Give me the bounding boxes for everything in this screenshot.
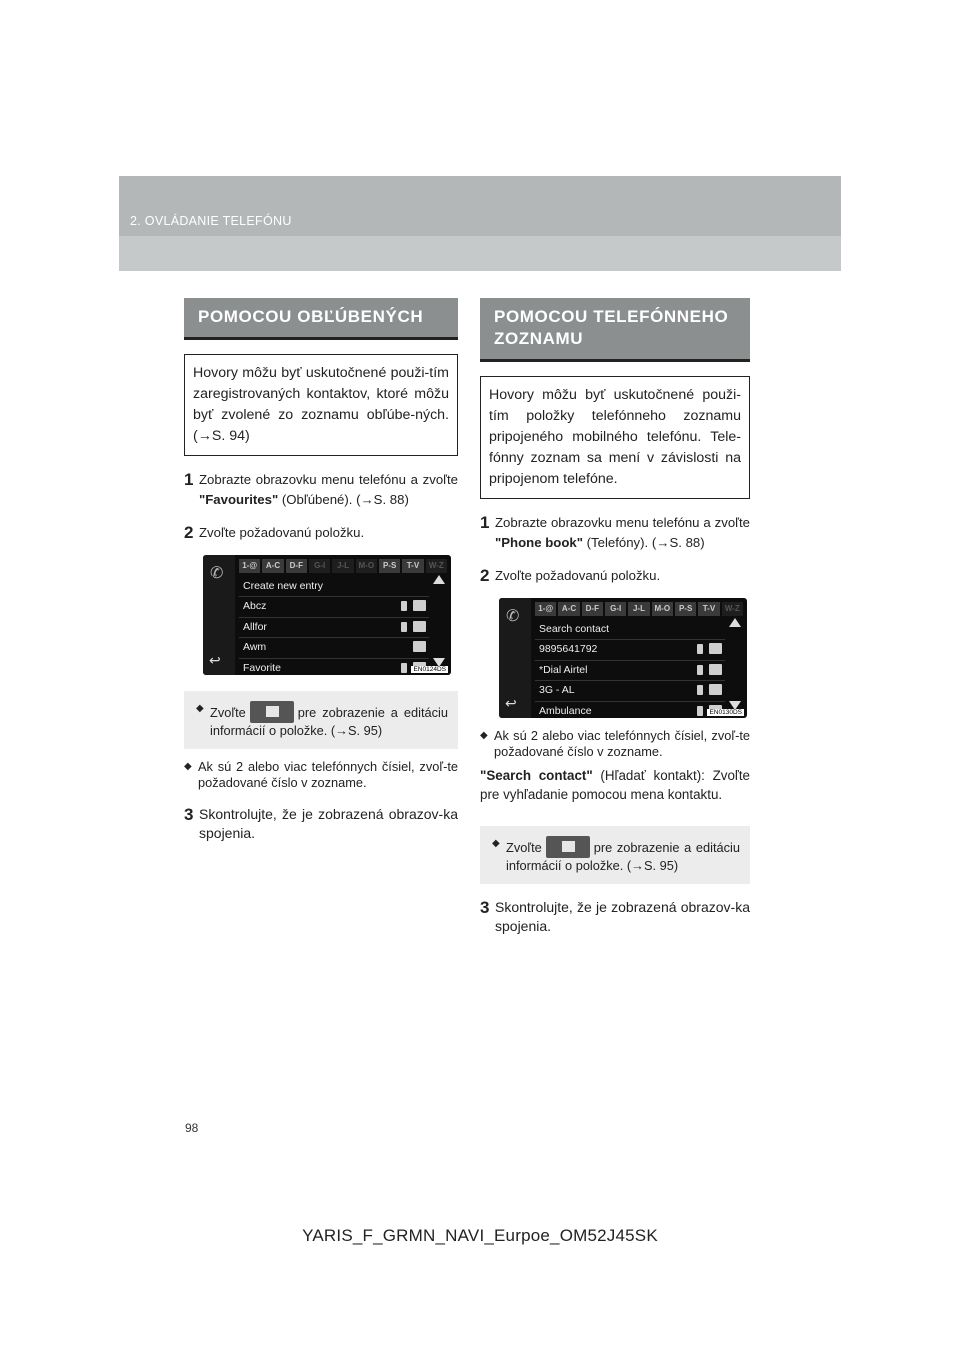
step-text: Zobrazte obrazovku menu telefónu a zvoľte "Favourites" (Obľúbené). (→S. 88) — [199, 472, 458, 507]
multiple-numbers-bullet: ◆ Ak sú 2 alebo viac telefónnych čísiel, zvoľ-te požadované číslo v zozname. — [480, 727, 750, 759]
tab-t-v: T-V — [402, 559, 423, 573]
step-1 — [184, 470, 458, 509]
page-number: 98 — [185, 1121, 199, 1135]
step-3 — [184, 805, 458, 844]
tab-g-i: G-I — [605, 602, 626, 616]
contact-list — [239, 577, 429, 675]
bullet-icon: ◆ — [492, 837, 500, 849]
step-2 — [184, 523, 458, 543]
tab-a-c: A-C — [558, 602, 579, 616]
tab-w-z: W-Z — [722, 602, 743, 616]
alphabet-tabs — [535, 602, 743, 616]
edit-icon — [413, 641, 426, 652]
step-number: 3 — [184, 804, 194, 824]
note-bullet: ◆ Zvoľte pre zobrazenie a editáciu informácií o položke. (→S. 95) — [492, 837, 740, 873]
section-rule — [480, 359, 750, 362]
step-text: Skontrolujte, že je zobrazená obrazov-ka spojenia. — [199, 805, 458, 841]
list-item: 3G - AL — [535, 681, 725, 702]
tab-t-v: T-V — [698, 602, 719, 616]
note-box — [480, 826, 750, 884]
favourites-screenshot — [203, 555, 451, 675]
tab-j-l: J-L — [628, 602, 649, 616]
contact-list — [535, 620, 725, 718]
tab-p-s: P-S — [675, 602, 696, 616]
phone-type-icon — [697, 665, 703, 675]
edit-icon — [413, 621, 426, 632]
document-footer: YARIS_F_GRMN_NAVI_Eurpoe_OM52J45SK — [302, 1226, 658, 1245]
bullet-icon: ◆ — [184, 760, 192, 772]
step-number: 2 — [480, 566, 490, 585]
tab-m-o: M-O — [356, 559, 377, 573]
intro-box: Hovory môžu byť uskutočnené použi-tím zaregistrovaných kontaktov, ktoré môžu byť zvolené zo zoznamu obľúbe-ných. (→S. 94) — [184, 354, 458, 456]
step-number: 3 — [480, 897, 490, 917]
step-number: 1 — [184, 470, 194, 489]
bullet-icon: ◆ — [480, 729, 488, 741]
edit-icon — [709, 664, 722, 675]
tab-1-at: 1-@ — [535, 602, 556, 616]
scroll-up-icon — [729, 618, 741, 627]
step-3 — [480, 898, 750, 937]
scroll-up-icon — [433, 575, 445, 584]
phone-type-icon — [697, 685, 703, 695]
tab-d-f: D-F — [286, 559, 307, 573]
page-header — [119, 176, 841, 271]
list-item: Ambulance — [535, 702, 725, 718]
section-title: POMOCOU TELEFÓNNEHO ZOZNAMU — [480, 298, 750, 359]
favourites-column — [184, 298, 458, 844]
step-1 — [480, 513, 750, 552]
phone-type-icon — [401, 622, 407, 632]
alphabet-tabs — [239, 559, 447, 573]
image-code: EN0124DS — [413, 665, 446, 673]
step-text: Zvoľte požadovanú položku. — [199, 525, 365, 540]
bullet-icon: ◆ — [196, 702, 204, 714]
list-item: Abcz — [239, 597, 429, 618]
tab-w-z: W-Z — [426, 559, 447, 573]
phone-type-icon — [401, 663, 407, 673]
tab-a-c: A-C — [262, 559, 283, 573]
multiple-numbers-bullet: ◆ Ak sú 2 alebo viac telefónnych čísiel, zvoľ-te požadované číslo v zozname. — [184, 758, 458, 790]
edit-icon — [413, 600, 426, 611]
phone-icon: ✆ — [506, 607, 520, 625]
edit-icon — [546, 836, 590, 858]
tab-g-i: G-I — [309, 559, 330, 573]
step-text: Skontrolujte, že je zobrazená obrazov-ka spojenia. — [495, 898, 750, 934]
tab-d-f: D-F — [582, 602, 603, 616]
step-number: 2 — [184, 523, 194, 542]
edit-icon — [250, 701, 294, 723]
tab-m-o: M-O — [652, 602, 673, 616]
step-number: 1 — [480, 513, 490, 532]
chapter-title: 2. OVLÁDANIE TELEFÓNU — [130, 214, 292, 228]
tab-p-s: P-S — [379, 559, 400, 573]
back-icon: ↩ — [505, 694, 517, 711]
edit-icon — [709, 684, 722, 695]
note-bullet: ◆ Zvoľte pre zobrazenie a editáciu informácií o položke. (→S. 95) — [196, 702, 448, 738]
step-text: Zobrazte obrazovku menu telefónu a zvoľte "Phone book" (Telefóny). (→S. 88) — [495, 515, 750, 550]
list-item: Search contact — [535, 620, 725, 641]
list-item: Create new entry — [239, 577, 429, 598]
image-code: EN0130DS — [709, 708, 742, 716]
tab-j-l: J-L — [332, 559, 353, 573]
section-rule — [184, 337, 458, 340]
phone-icon: ✆ — [210, 564, 224, 582]
phone-type-icon — [401, 601, 407, 611]
section-title: POMOCOU OBĽÚBENÝCH — [184, 298, 458, 337]
back-icon: ↩ — [209, 651, 221, 668]
step-text: Zvoľte požadovanú položku. — [495, 568, 661, 583]
phone-type-icon — [697, 706, 703, 716]
search-contact-text: "Search contact" (Hľadať kontakt): Zvoľte pre vyhľadanie pomocou mena kontaktu. — [480, 767, 750, 802]
step-2 — [480, 566, 750, 586]
intro-box: Hovory môžu byť uskutočnené použi-tím položky telefónneho zoznamu pripojeného mobilného telefónu. Tele-fónny zoznam sa mení v závislosti na pripojenom telefóne. — [480, 376, 750, 499]
edit-icon — [709, 643, 722, 654]
phone-type-icon — [697, 644, 703, 654]
list-item: Allfor — [239, 618, 429, 639]
list-item: 9895641792 — [535, 640, 725, 661]
list-item: *Dial Airtel — [535, 661, 725, 682]
list-item: Favorite — [239, 659, 429, 675]
list-item: Awm — [239, 638, 429, 659]
tab-1-at: 1-@ — [239, 559, 260, 573]
phonebook-screenshot — [499, 598, 747, 718]
note-box — [184, 691, 458, 749]
phonebook-column — [480, 298, 750, 937]
